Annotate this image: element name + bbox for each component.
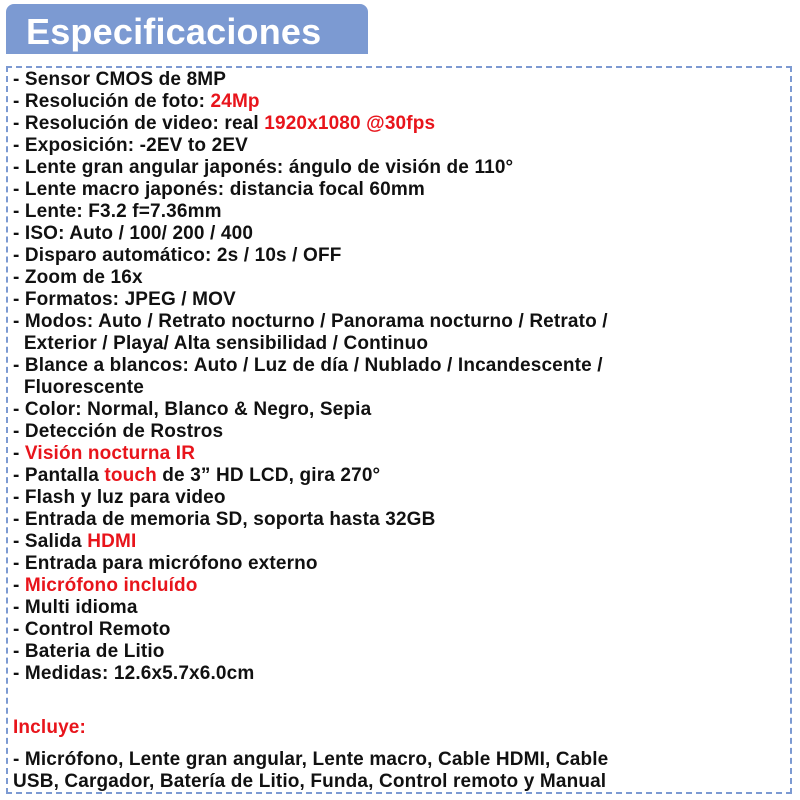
spec-item-highlight: Micrófono incluído	[24, 575, 198, 596]
spec-item	[13, 69, 783, 91]
spec-item	[13, 333, 783, 355]
spec-item	[13, 201, 783, 223]
spec-item-highlight: HDMI	[87, 531, 137, 552]
spec-item-prefix: - Flash y luz para video	[13, 487, 226, 508]
spec-item-prefix: - Pantalla	[13, 465, 105, 486]
spec-item-prefix: - Blance a blancos: Auto / Luz de día / Nublado / Incandescente /	[13, 355, 603, 376]
spec-item-prefix: -	[13, 575, 25, 596]
spec-item-prefix: - Modos: Auto / Retrato nocturno / Panorama nocturno / Retrato /	[13, 311, 608, 332]
spec-item	[13, 641, 783, 663]
header-tab	[6, 4, 368, 54]
spec-item-prefix: - Color: Normal, Blanco & Negro, Sepia	[13, 399, 372, 420]
spec-item	[13, 575, 783, 597]
spec-item-prefix: - Entrada para micrófono externo	[13, 553, 318, 574]
spec-item-prefix: - Lente gran angular japonés: ángulo de visión de 110°	[13, 157, 514, 178]
spec-item	[13, 289, 783, 311]
spec-item	[13, 465, 783, 487]
spec-item-prefix: - Control Remoto	[13, 619, 171, 640]
spec-item-prefix: - Disparo automático: 2s / 10s / OFF	[13, 245, 342, 266]
spec-item-prefix: - Medidas: 12.6x5.7x6.0cm	[13, 663, 255, 684]
spec-item	[13, 135, 783, 157]
spec-item	[13, 113, 783, 135]
spec-item	[13, 443, 783, 465]
includes-spacer	[13, 739, 788, 749]
spec-item-prefix: Exterior / Playa/ Alta sensibilidad / Continuo	[13, 333, 429, 354]
spec-item-suffix: de 3” HD LCD, gira 270°	[156, 465, 381, 486]
spec-item	[13, 553, 783, 575]
spec-item-prefix: - Salida	[13, 531, 88, 552]
includes-line: USB, Cargador, Batería de Litio, Funda, Control remoto y Manual	[13, 771, 607, 792]
spec-item	[13, 223, 783, 245]
spec-item-prefix: - Entrada de memoria SD, soporta hasta 32GB	[13, 509, 436, 530]
includes-section	[13, 717, 788, 793]
spec-item	[13, 311, 783, 333]
spec-item-highlight: 24Mp	[210, 91, 260, 112]
spec-item-prefix: - ISO: Auto / 100/ 200 / 400	[13, 223, 254, 244]
spec-item-prefix: - Lente: F3.2 f=7.36mm	[13, 201, 222, 222]
spec-item-prefix: - Zoom de 16x	[13, 267, 143, 288]
spec-item	[13, 157, 783, 179]
spec-item-highlight: Visión nocturna IR	[24, 443, 196, 464]
spec-item-prefix: - Detección de Rostros	[13, 421, 224, 442]
spec-item-prefix: Fluorescente	[13, 377, 144, 398]
spec-item-highlight: touch	[104, 465, 157, 486]
spec-item	[13, 509, 783, 531]
spec-item-prefix: - Sensor CMOS de 8MP	[13, 69, 227, 90]
spec-item-prefix: - Formatos: JPEG / MOV	[13, 289, 236, 310]
spec-item	[13, 421, 783, 443]
spec-item-prefix: - Exposición: -2EV to 2EV	[13, 135, 248, 156]
page-title: Especificaciones	[26, 11, 322, 52]
spec-item	[13, 179, 783, 201]
includes-line: - Micrófono, Lente gran angular, Lente macro, Cable HDMI, Cable	[13, 749, 609, 770]
spec-item	[13, 399, 783, 421]
spec-item	[13, 355, 783, 377]
spec-item	[13, 377, 783, 399]
spec-item-prefix: - Lente macro japonés: distancia focal 60mm	[13, 179, 425, 200]
spec-item	[13, 487, 783, 509]
spec-item	[13, 245, 783, 267]
spec-item	[13, 91, 783, 113]
spec-item	[13, 531, 783, 553]
spec-list	[13, 69, 783, 685]
spec-item-prefix: - Multi idioma	[13, 597, 138, 618]
includes-title: Incluye:	[13, 717, 86, 738]
spec-item-highlight: 1920x1080 @30fps	[264, 113, 436, 134]
spec-item	[13, 267, 783, 289]
spec-item-prefix: - Resolución de video: real	[13, 113, 265, 134]
spec-item-prefix: - Resolución de foto:	[13, 91, 211, 112]
spec-item-prefix: -	[13, 443, 25, 464]
spec-item	[13, 597, 783, 619]
spec-item-prefix: - Bateria de Litio	[13, 641, 165, 662]
spec-item	[13, 663, 783, 685]
spec-item	[13, 619, 783, 641]
